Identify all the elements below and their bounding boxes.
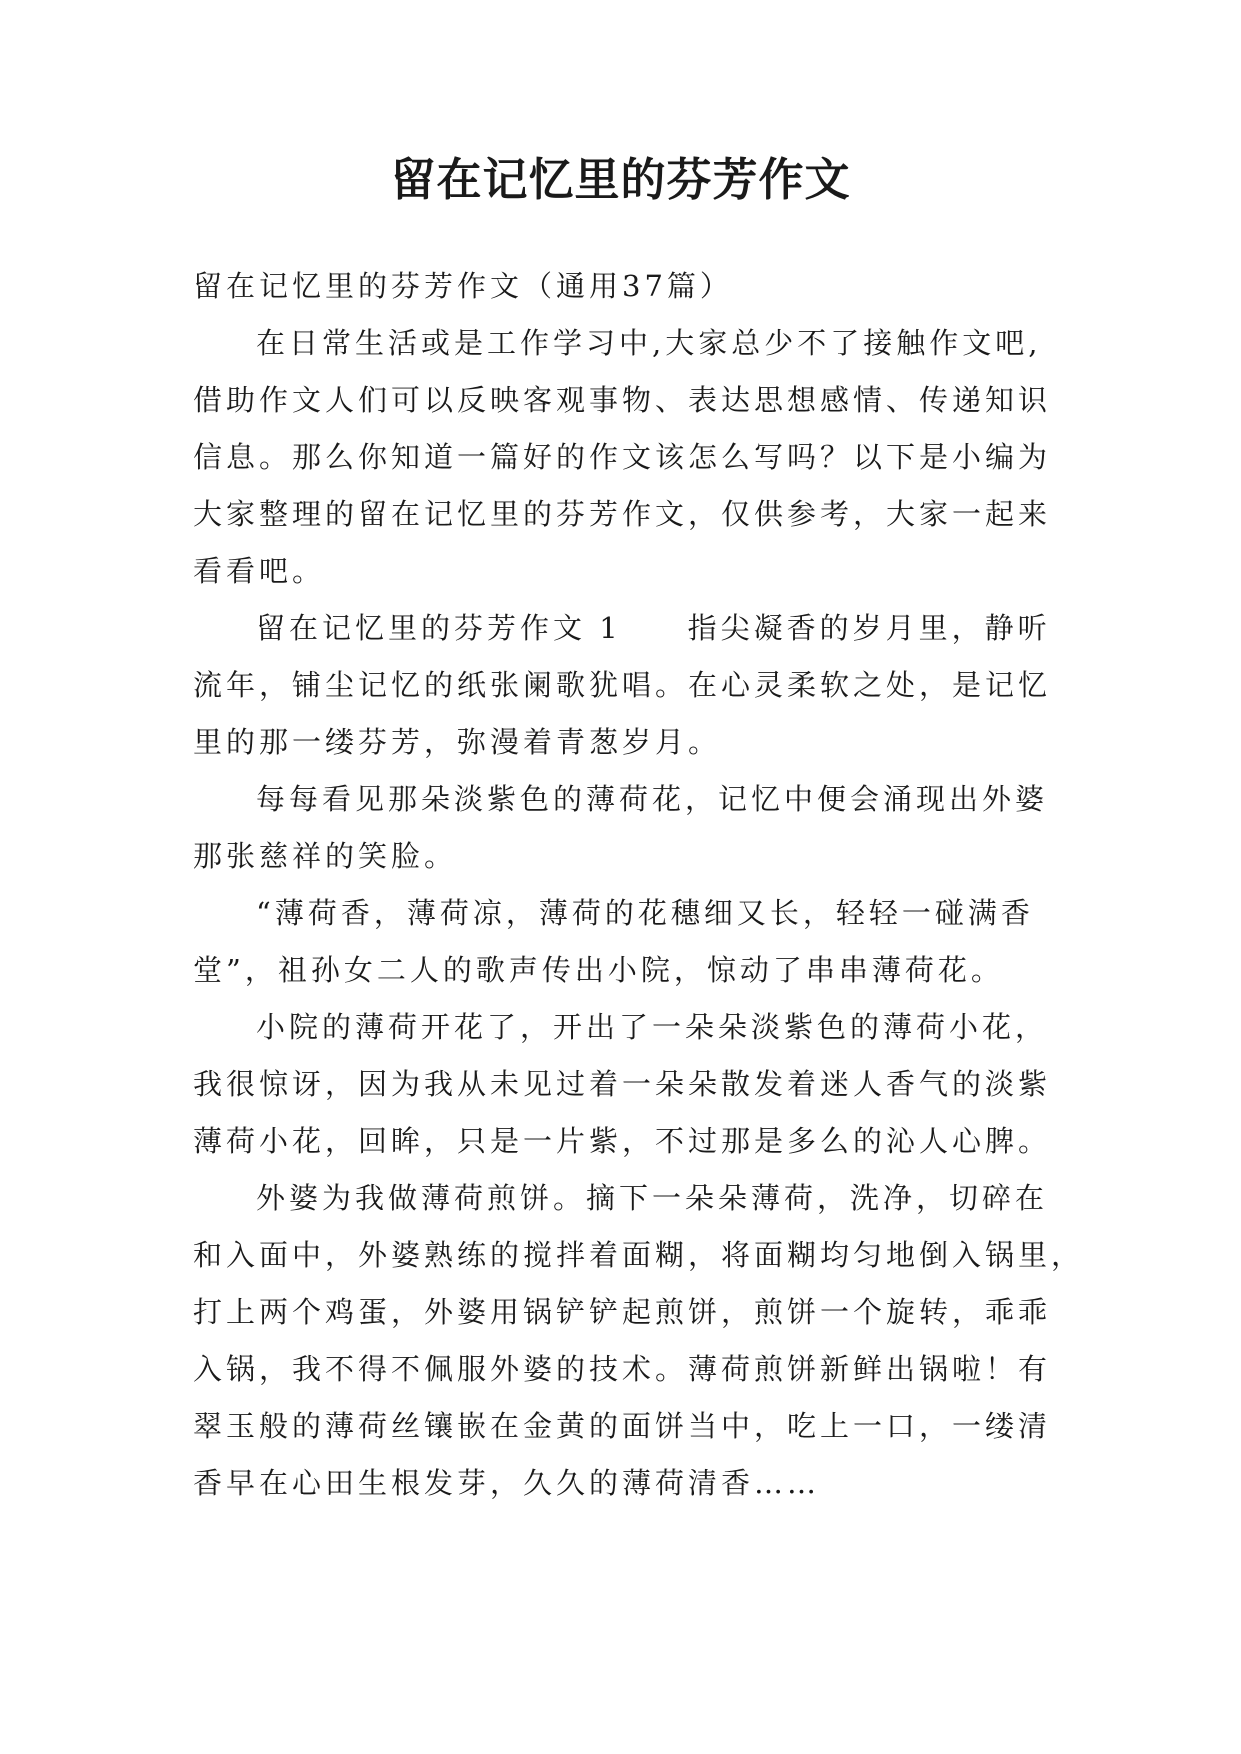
paragraph-line: 在日常生活或是工作学习中,大家总少不了接触作文吧, — [256, 326, 1042, 360]
paragraph-line: 里的那一缕芬芳，弥漫着青葱岁月。 — [193, 725, 722, 759]
paragraph-line: 香早在心田生根发芽，久久的薄荷清香…… — [193, 1466, 821, 1500]
document-body — [193, 258, 1093, 1512]
paragraph-line: 那张慈祥的笑脸。 — [193, 839, 458, 873]
paragraph-line: 流年，铺尘记忆的纸张阑歌犹唱。在心灵柔软之处，是记忆 — [193, 668, 1052, 702]
paragraph-line: 我很惊讶，因为我从未见过着一朵朵散发着迷人香气的淡紫 — [193, 1067, 1052, 1101]
paragraph-line: 大家整理的留在记忆里的芬芳作文，仅供参考，大家一起来 — [193, 497, 1052, 531]
subtitle-line: 留在记忆里的芬芳作文（通用37篇） — [193, 269, 733, 303]
document-title: 留在记忆里的芬芳作文 — [390, 153, 851, 206]
paragraph-line: 打上两个鸡蛋，外婆用锅铲铲起煎饼，煎饼一个旋转，乖乖 — [193, 1295, 1052, 1329]
paragraph-line: 翠玉般的薄荷丝镶嵌在金黄的面饼当中，吃上一口，一缕清 — [193, 1409, 1052, 1443]
paragraph-line: 堂”，祖孙女二人的歌声传出小院，惊动了串串薄荷花。 — [193, 953, 1004, 987]
paragraph-line: 薄荷小花，回眸，只是一片紫，不过那是多么的沁人心脾。 — [193, 1124, 1052, 1158]
paragraph-line: 借助作文人们可以反映客观事物、表达思想感情、传递知识 — [193, 383, 1052, 417]
paragraph-line: 小院的薄荷开花了，开出了一朵朵淡紫色的薄荷小花， — [256, 1010, 1049, 1044]
paragraph-line: 每每看见那朵淡紫色的薄荷花，记忆中便会涌现出外婆 — [256, 782, 1049, 816]
paragraph-line: 看看吧。 — [193, 554, 326, 588]
paragraph-line: 信息。那么你知道一篇好的作文该怎么写吗？以下是小编为 — [193, 440, 1052, 474]
paragraph-line: “薄荷香，薄荷凉，薄荷的花穗细又长，轻轻一碰满香 — [256, 896, 1034, 930]
paragraph-line: 外婆为我做薄荷煎饼。摘下一朵朵薄荷，洗净，切碎在 — [256, 1181, 1049, 1215]
paragraph-line: 入锅，我不得不佩服外婆的技术。薄荷煎饼新鲜出锅啦！有 — [193, 1352, 1052, 1386]
paragraph-line: 和入面中，外婆熟练的搅拌着面糊，将面糊均匀地倒入锅里， — [193, 1238, 1085, 1272]
paragraph-line: 留在记忆里的芬芳作文 1 指尖凝香的岁月里，静听 — [256, 611, 1051, 645]
